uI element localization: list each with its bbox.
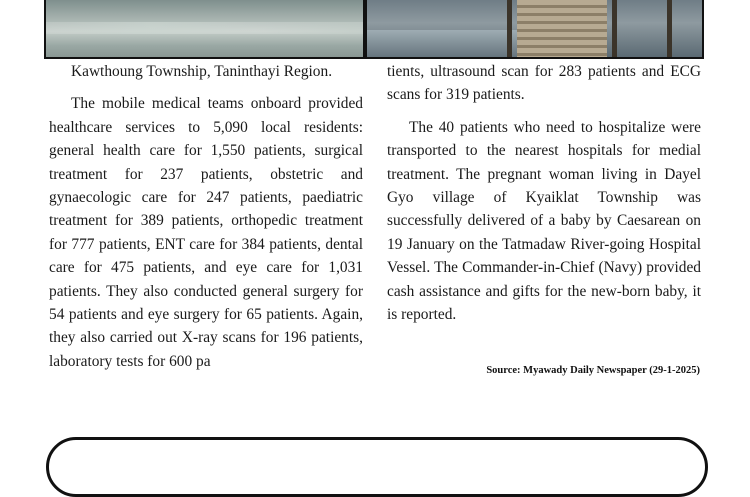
photo-strip — [44, 0, 704, 59]
water-area — [367, 30, 517, 57]
jetty-post — [667, 0, 672, 57]
jetty-post — [612, 0, 617, 57]
photo-caption-end: Kawthoung Township, Taninthayi Region. — [71, 63, 333, 80]
river-photo — [46, 0, 363, 57]
source-credit: Source: Myawady Daily Newspaper (29-1-2025) — [486, 365, 700, 376]
article-right-column — [387, 60, 701, 326]
bottom-rounded-box — [46, 437, 708, 497]
article-paragraph-continuation: tients, ultrasound scan for 283 patients and ECG scans for 319 patients. — [387, 63, 701, 104]
water-reflection — [46, 22, 363, 34]
article-left-column — [49, 60, 363, 373]
article-paragraph: The 40 patients who need to hospitalize were transported to the nearest hospitals for medial treatment. The pregnant woman living in Dayel Gyo village of Kyaiklat Township was successfully delivered of a baby by Caesarean on 19 January on the Tatmadaw River-going Hospital Vessel. The Commander-in-Chief (Navy) provided cash assistance and gifts for the new-born baby, it is reported. — [387, 118, 701, 324]
jetty-deck — [517, 0, 607, 57]
jetty-post — [507, 0, 512, 57]
article-paragraph: The mobile medical teams onboard provided healthcare services to 5,090 local residents: general health care for 1,550 patients, surgical treatment for 237 patients, obstetric and gynaecologic care for 247 patients, paediatric treatment for 389 patients, orthopedic treatment for 777 patients, ENT care for 384 patients, dental care for 475 patients, and eye care for 1,031 patients. They also conducted general surgery for 54 patients and eye surgery for 65 patients. Again, they also carried out X-ray scans for 196 patients, laboratory tests for 600 pa — [49, 95, 363, 370]
jetty-photo — [367, 0, 702, 57]
